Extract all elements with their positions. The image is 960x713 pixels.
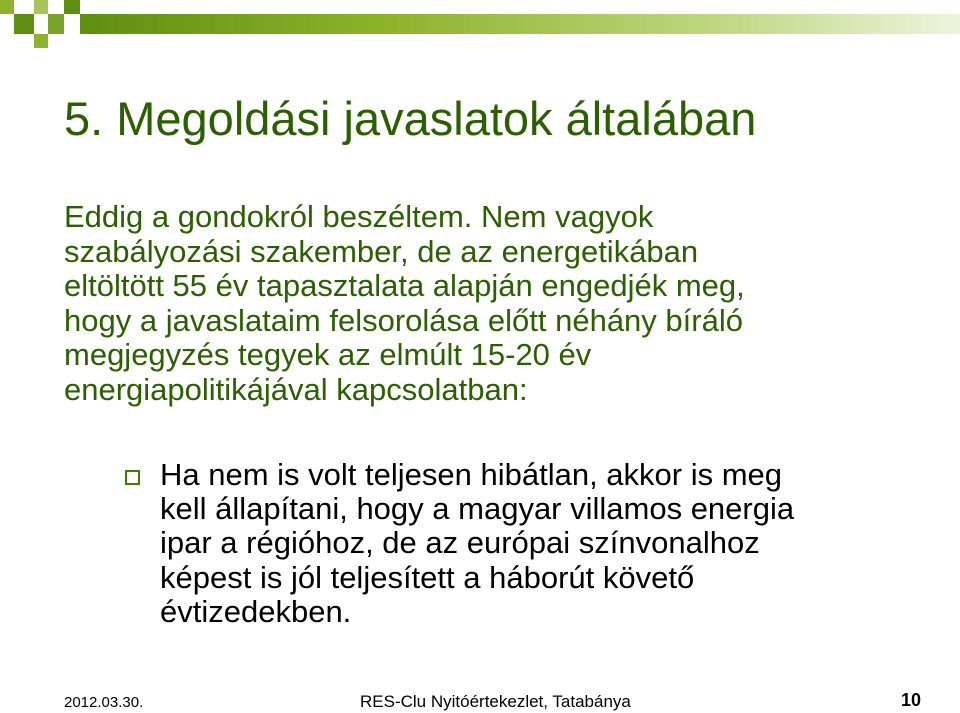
intro-line: szabályozási szakember, de az energetikában [64, 233, 699, 269]
bullet-line: Ha nem is volt teljesen hibátlan, akkor is meg [160, 457, 783, 492]
intro-line: Eddig a gondokról beszéltem. Nem vagyok [64, 199, 654, 234]
bullet-line: képest is jól teljesített a háborút követő [160, 559, 695, 595]
intro-line: eltöltött 55 év tapasztalata alapján engedjék meg, [64, 268, 745, 303]
decor-square [48, 14, 64, 34]
bullet-text [160, 458, 794, 629]
header-decoration [0, 0, 960, 62]
bullet-line: évtizedekben. [160, 593, 352, 629]
hollow-square-bullet-icon [125, 470, 140, 485]
bullet-line: kell állapítani, hogy a magyar villamos energia [160, 491, 795, 527]
decor-square [14, 14, 34, 34]
intro-line: energiapolitikájával kapcsolatban: [64, 371, 528, 407]
decor-square [0, 0, 14, 14]
footer-date: 2012.03.30. [64, 694, 144, 711]
bullet-line: ipar a régióhoz, de az európai színvonalhoz [160, 525, 760, 561]
decor-square [34, 34, 48, 48]
intro-line: hogy a javaslataim felsorolása előtt néhány bíráló [64, 302, 743, 338]
header-gradient-bar [80, 14, 960, 34]
page-number: 10 [901, 690, 922, 710]
decor-square [64, 0, 80, 14]
intro-line: megjegyzés tegyek az elmúlt 15-20 év [64, 337, 592, 372]
footer-event: RES-Clu Nyitóértekezlet, Tatabánya [360, 692, 631, 711]
decor-square [34, 0, 48, 14]
intro-paragraph [64, 200, 944, 407]
slide-title: 5. Megoldási javaslatok általában [64, 92, 757, 145]
